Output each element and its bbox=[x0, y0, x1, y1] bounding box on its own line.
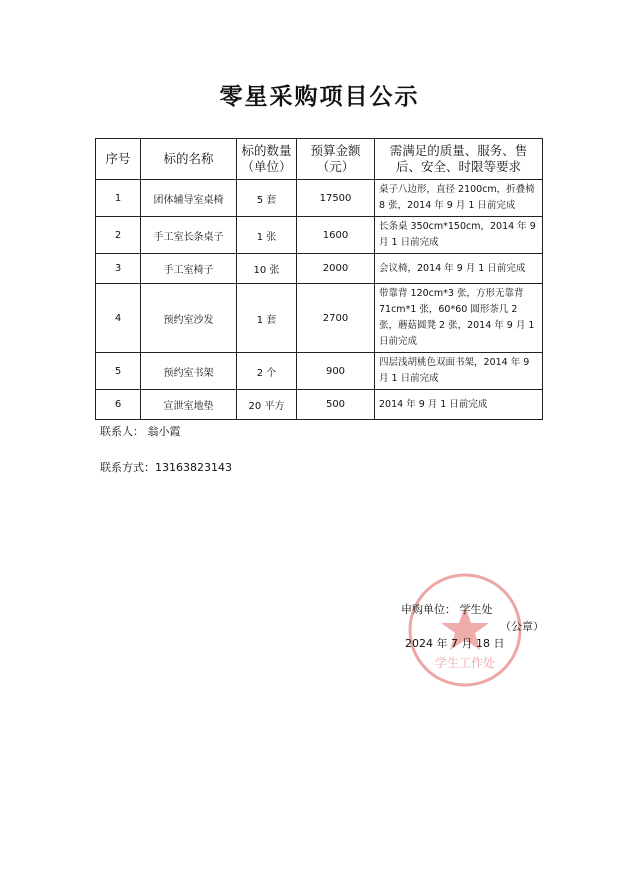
cell-requirements: 桌子八边形，直径 2100cm，折叠椅 8 张，2014 年 9 月 1 日前完成 bbox=[375, 180, 543, 217]
applicant-unit: 申购单位： 学生处 bbox=[401, 603, 493, 616]
cell-qty: 5 套 bbox=[237, 180, 297, 217]
contact-method: 联系方式：13163823143 bbox=[100, 461, 232, 474]
table-row bbox=[96, 353, 543, 390]
cell-budget: 500 bbox=[297, 390, 375, 420]
cell-qty: 2 个 bbox=[237, 353, 297, 390]
cell-no: 5 bbox=[96, 353, 141, 390]
cell-name: 手工室长条桌子 bbox=[141, 217, 237, 254]
table-row bbox=[96, 390, 543, 420]
cell-budget: 900 bbox=[297, 353, 375, 390]
cell-qty: 10 张 bbox=[237, 254, 297, 284]
table-row bbox=[96, 217, 543, 254]
cell-no: 4 bbox=[96, 284, 141, 353]
cell-name: 宣泄室地垫 bbox=[141, 390, 237, 420]
cell-requirements: 2014 年 9 月 1 日前完成 bbox=[375, 390, 543, 420]
cell-no: 1 bbox=[96, 180, 141, 217]
seal-label: （公章） bbox=[500, 620, 544, 633]
header-requirements: 需满足的质量、服务、售后、安全、时限等要求 bbox=[375, 139, 543, 180]
procurement-table bbox=[95, 138, 543, 420]
cell-budget: 17500 bbox=[297, 180, 375, 217]
cell-requirements: 带靠背 120cm*3 张，方形无靠背 71cm*1 张，60*60 圆形茶几 2 张，蘑菇圆凳 2 张，2014 年 9 月 1 日前完成 bbox=[375, 284, 543, 353]
header-budget: 预算金额（元） bbox=[297, 139, 375, 180]
cell-qty: 20 平方 bbox=[237, 390, 297, 420]
date: 2024 年 7 月 18 日 bbox=[405, 637, 505, 650]
cell-requirements: 四层浅胡桃色双面书架，2014 年 9 月 1 日前完成 bbox=[375, 353, 543, 390]
cell-no: 6 bbox=[96, 390, 141, 420]
cell-budget: 2700 bbox=[297, 284, 375, 353]
contact-person: 联系人： 翁小霞 bbox=[100, 425, 181, 438]
header-name: 标的名称 bbox=[141, 139, 237, 180]
cell-requirements: 会议椅，2014 年 9 月 1 日前完成 bbox=[375, 254, 543, 284]
cell-no: 2 bbox=[96, 217, 141, 254]
header-no: 序号 bbox=[96, 139, 141, 180]
page-title: 零星采购项目公示 bbox=[219, 83, 420, 110]
cell-name: 手工室椅子 bbox=[141, 254, 237, 284]
cell-no: 3 bbox=[96, 254, 141, 284]
table-row bbox=[96, 284, 543, 353]
cell-budget: 2000 bbox=[297, 254, 375, 284]
header-qty: 标的数量（单位） bbox=[237, 139, 297, 180]
table-header-row bbox=[96, 139, 543, 180]
table-row bbox=[96, 254, 543, 284]
table-row bbox=[96, 180, 543, 217]
cell-name: 预约室书架 bbox=[141, 353, 237, 390]
cell-budget: 1600 bbox=[297, 217, 375, 254]
cell-qty: 1 张 bbox=[237, 217, 297, 254]
cell-requirements: 长条桌 350cm*150cm，2014 年 9 月 1 日前完成 bbox=[375, 217, 543, 254]
cell-name: 团体辅导室桌椅 bbox=[141, 180, 237, 217]
cell-qty: 1 套 bbox=[237, 284, 297, 353]
seal-text: 学生工作处 bbox=[434, 656, 496, 670]
cell-name: 预约室沙发 bbox=[141, 284, 237, 353]
